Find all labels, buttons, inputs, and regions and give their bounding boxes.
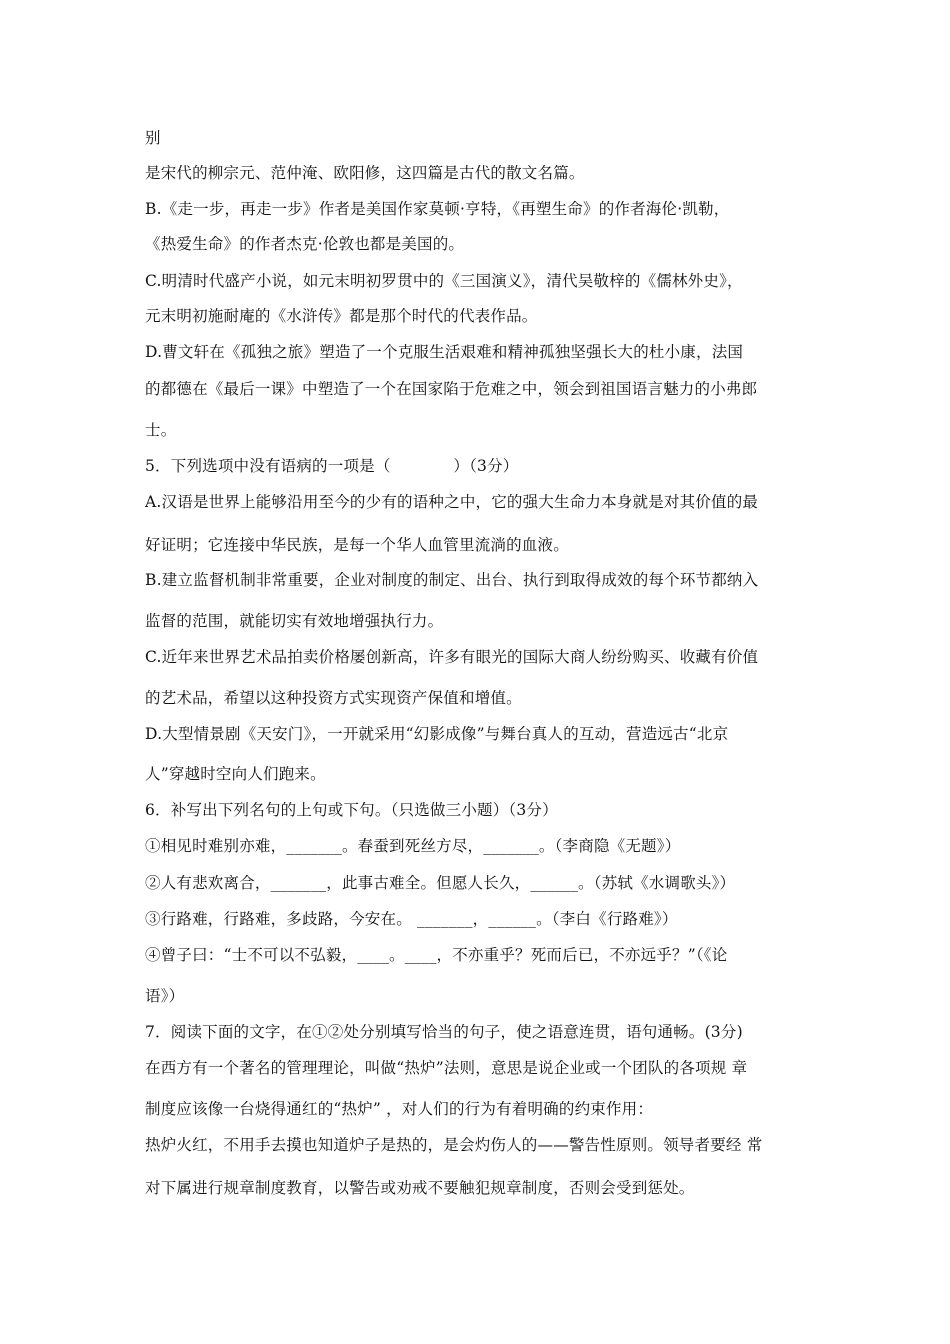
text-line: 《热爱生命》的作者杰克·伦敦也都是美国的。	[145, 235, 465, 253]
text-line: 的艺术品，希望以这种投资方式实现资产保值和增值。	[145, 689, 522, 707]
fill-blank-line: ③行路难，行路难，多歧路，今安在。 _______，______。（李白《行路难》）	[145, 910, 678, 928]
question-5-prompt: 5．下列选项中没有语病的一项是（ ）（3分）	[145, 457, 519, 475]
text-line: 语》）	[145, 987, 185, 1005]
text-line: 制度应该像一台烧得通红的“热炉” ，对人们的行为有着明确的约束作用：	[145, 1100, 654, 1118]
text-line: 人”穿越时空向人们跑来。	[145, 765, 326, 783]
text-line: A.汉语是世界上能够沿用至今的少有的语种之中，它的强大生命力本身就是对其价值的最	[145, 493, 759, 511]
text-line: D.曹文轩在《孤独之旅》塑造了一个克服生活艰难和精神孤独坚强长大的杜小康，法国	[145, 343, 744, 361]
text-line: 元末明初施耐庵的《水浒传》都是那个时代的代表作品。	[145, 307, 538, 325]
text-line: B.建立监督机制非常重要，企业对制度的制定、出台、执行到取得成效的每个环节都纳入	[145, 571, 759, 589]
text-line: 监督的范围，就能切实有效地增强执行力。	[145, 612, 444, 630]
fill-blank-line: ①相见时难别亦难，_______。春蚕到死丝方尽，_______。（李商隐《无题》）	[145, 837, 681, 855]
question-7-prompt: 7．阅读下面的文字，在①②处分别填写恰当的句子，使之语意连贯，语句通畅。(3分)	[145, 1023, 743, 1041]
text-line: 的都德在《最后一课》中塑造了一个在国家陷于危难之中，领会到祖国语言魅力的小弗郎	[145, 380, 758, 398]
text-line: 好证明；它连接中华民族，是每一个华人血管里流淌的血液。	[145, 536, 569, 554]
fill-blank-line: ④曾子曰：“士不可以不弘毅，____。____，不亦重乎？死而后已，不亦远乎？”（《论	[145, 946, 728, 964]
text-line: C.近年来世界艺术品拍卖价格屡创新高，许多有眼光的国际大商人纷纷购买、收藏有价值	[145, 648, 759, 666]
text-line: 士。	[145, 421, 177, 439]
question-6-prompt: 6．补写出下列名句的上句或下句。（只选做三小题）（3分）	[145, 801, 558, 819]
text-line: 在西方有一个著名的管理理论，叫做“热炉”法则，意思是说企业或一个团队的各项规 章	[145, 1059, 748, 1077]
text-line: 对下属进行规章制度教育，以警告或劝戒不要触犯规章制度，否则会受到惩处。	[145, 1179, 695, 1197]
text-line: 热炉火红，不用手去摸也知道炉子是热的，是会灼伤人的——警告性原则。领导者要经 常	[145, 1136, 763, 1154]
text-line: 别	[145, 129, 161, 147]
fill-blank-line: ②人有悲欢离合，_______，此事古难全。但愿人长久，______。（苏轼《水调歌头》）	[145, 874, 736, 892]
text-line: C.明清时代盛产小说，如元末明初罗贯中的《三国演义》，清代吴敬梓的《儒林外史》，	[145, 272, 743, 290]
text-line: D.大型情景剧《天安门》，一开就采用“幻影成像”与舞台真人的互动，营造远古“北京	[145, 725, 729, 743]
text-line: 是宋代的柳宗元、范仲淹、欧阳修，这四篇是古代的散文名篇。	[145, 164, 585, 182]
text-line: B.《走一步，再走一步》作者是美国作家莫顿·亨特，《再塑生命》的作者海伦·凯勒，	[145, 200, 730, 218]
